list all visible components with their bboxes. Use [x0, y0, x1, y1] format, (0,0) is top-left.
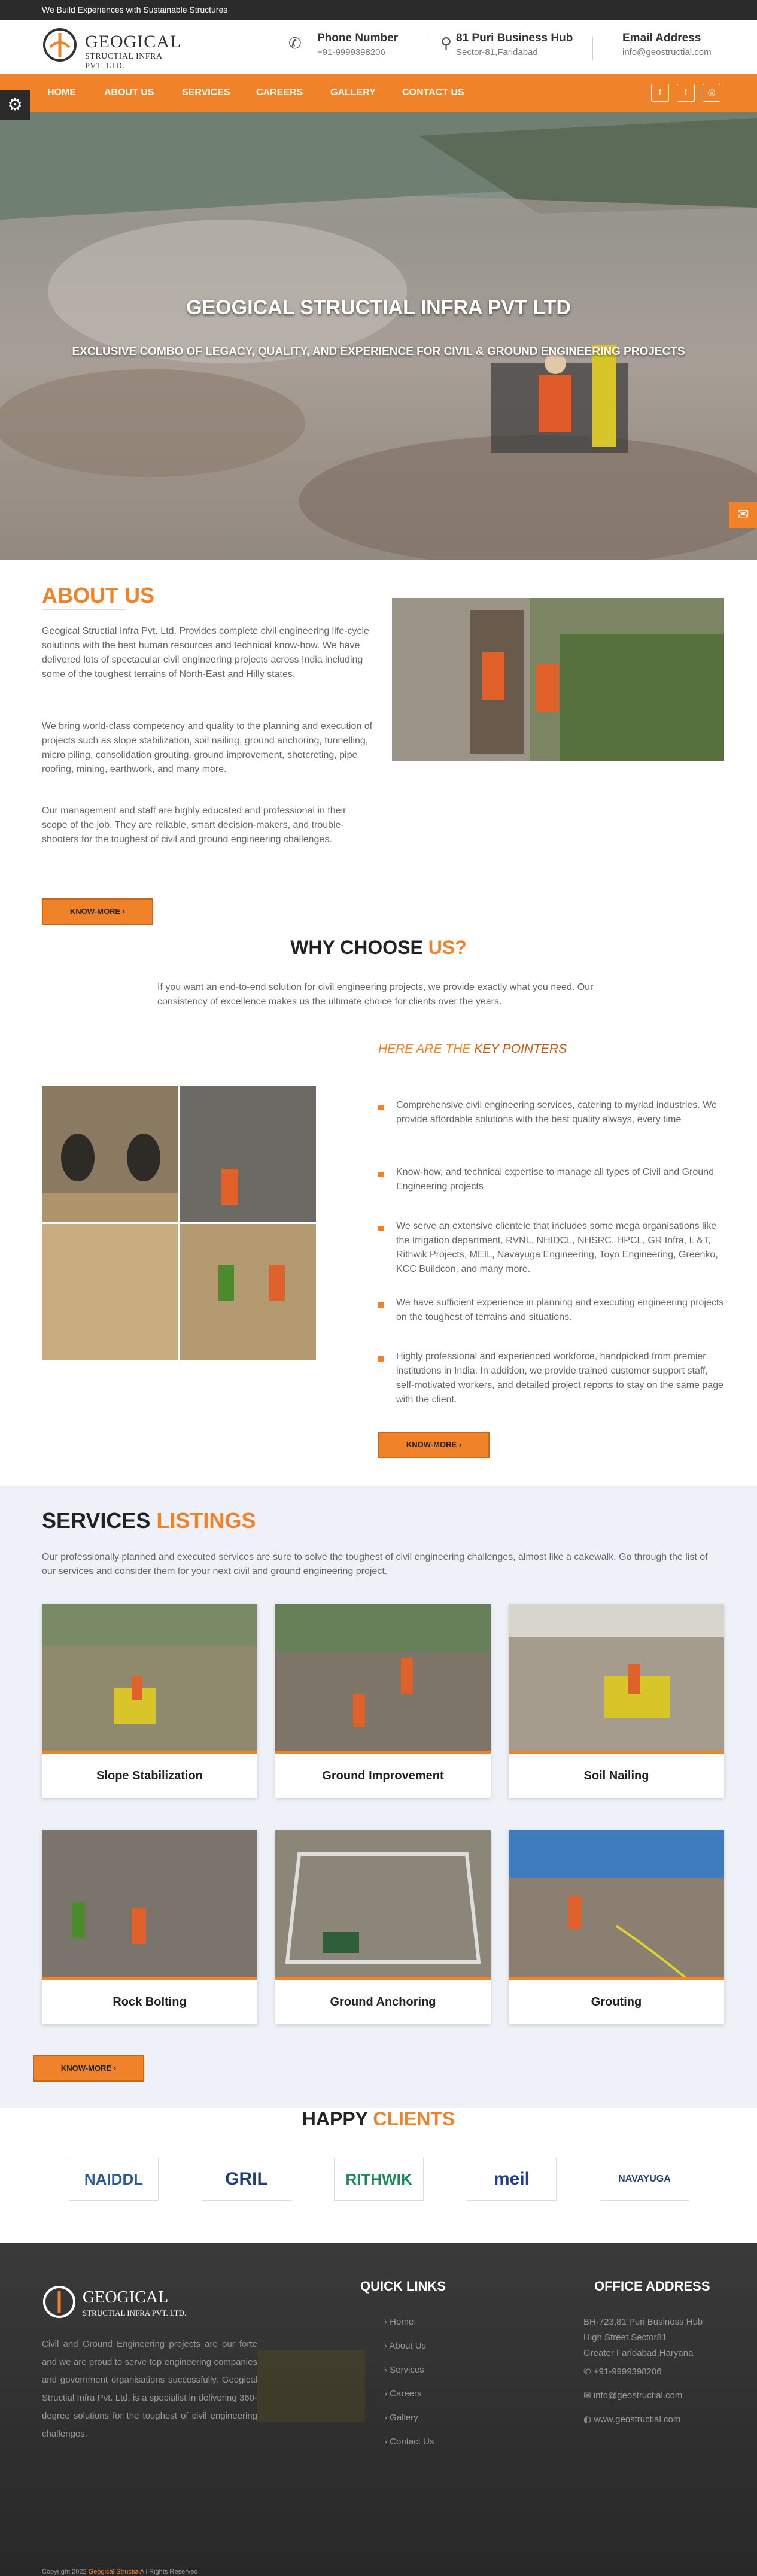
hero-image: [0, 112, 757, 560]
office-address-title: OFFICE ADDRESS: [594, 2279, 710, 2294]
client-logo-gril: GRIL: [202, 2158, 291, 2201]
footer-link-home[interactable]: › Home: [384, 2317, 414, 2327]
why-collage: [42, 1086, 316, 1360]
service-label: Soil Nailing: [583, 1769, 649, 1782]
why-title-a: WHY CHOOSE: [290, 937, 428, 958]
office-line-2: High Street,Sector81: [583, 2332, 667, 2343]
phone-value[interactable]: +91-9999398206: [317, 47, 385, 57]
footer-link-contact[interactable]: › Contact Us: [384, 2437, 434, 2447]
clients-title: [0, 2108, 757, 2130]
service-image: [42, 1830, 257, 1980]
about-paragraph-2: We bring world-class competency and quality to the planning and execution of projects such as slope stabilization, soil nailing, ground anchoring, tunnelling, micro piling, consolidation grouting, ground improvement, shotcreting, pipe roofing, mining, earthwork, and many more.: [42, 721, 373, 774]
key-pointers-b: KEY POINTERS: [474, 1042, 567, 1056]
bullet-icon: [378, 1105, 384, 1110]
key-pointers-heading: [378, 1042, 567, 1056]
pointer-4: We have sufficient experience in planning and executing engineering projects on the toughest of terrains and situations.: [396, 1298, 724, 1322]
pointer-1: Comprehensive civil engineering services, catering to myriad industries. We provide affordable solutions with the best quality always, every time: [396, 1100, 717, 1125]
email-title: Email Address: [622, 32, 701, 44]
footer-logo-title: GEOGICAL: [83, 2288, 169, 2307]
footer-link-services[interactable]: › Services: [384, 2365, 424, 2375]
about-title: ABOUT US: [42, 583, 154, 607]
logo-title: GEOGICAL: [85, 32, 182, 51]
copyright-link[interactable]: Geogical Structial: [88, 2568, 140, 2575]
facebook-icon[interactable]: f: [651, 84, 669, 102]
nav-careers[interactable]: CAREERS: [256, 87, 303, 98]
service-card[interactable]: [509, 1604, 724, 1798]
copyright: Copyright 2022 Geogical StructialAll Rights Reserved: [42, 2568, 198, 2575]
service-image: [275, 1604, 491, 1754]
about-paragraph-1: Geogical Structial Infra Pvt. Ltd. Provides complete civil engineering life-cycle solutions with the best human resources and technical know-how. We have delivered lots of spectacular civil engineering projects across India including some of the toughest terrains of North-East and Hilly states.: [42, 626, 369, 679]
nav-about-us[interactable]: ABOUT US: [104, 87, 154, 98]
service-label: Slope Stabilization: [96, 1769, 203, 1782]
pointer-2: Know-how, and technical expertise to manage all types of Civil and Ground Engineering projects: [396, 1167, 714, 1192]
key-pointers-a: HERE ARE THE: [378, 1042, 475, 1056]
service-image: [275, 1830, 491, 1980]
globe-icon: ◍: [583, 2414, 592, 2425]
services-title-a: SERVICES: [42, 1508, 157, 1533]
service-card[interactable]: [275, 1604, 491, 1798]
hero-subtitle: EXCLUSIVE COMBO OF LEGACY, QUALITY, AND EXPERIENCE FOR CIVIL & GROUND ENGINEERING PROJECTS: [72, 345, 685, 358]
nav-home[interactable]: HOME: [47, 87, 76, 98]
footer-link-gallery[interactable]: › Gallery: [384, 2413, 418, 2423]
footer-logo-icon: [42, 2285, 77, 2319]
email-info: [622, 32, 712, 57]
drilling-photo: [392, 598, 724, 761]
divider: [592, 37, 593, 60]
logo-subtitle: STRUCTIAL INFRA PVT. LTD.: [85, 52, 162, 71]
footer-logo-subtitle: STRUCTIAL INFRA PVT. LTD.: [83, 2308, 187, 2317]
service-label: Ground Improvement: [322, 1769, 444, 1782]
service-card[interactable]: [275, 1830, 491, 2024]
bullet-icon: [378, 1172, 384, 1177]
mail-icon[interactable]: ✉: [729, 502, 757, 528]
bullet-icon: [378, 1356, 384, 1362]
service-label: Ground Anchoring: [330, 1995, 436, 2009]
phone-icon: ✆: [288, 34, 302, 52]
footer-email[interactable]: ✉ info@geostructial.com: [583, 2390, 683, 2401]
hero-banner: [0, 112, 757, 560]
service-image: [42, 1604, 257, 1754]
title-underline: [42, 609, 126, 610]
footer-logo[interactable]: [42, 2285, 191, 2323]
service-image: [509, 1830, 724, 1980]
why-title: [0, 937, 757, 959]
hero-title: GEOGICAL STRUCTIAL INFRA PVT LTD: [186, 296, 571, 319]
header: [0, 20, 757, 74]
about-image: [392, 598, 724, 761]
footer-website[interactable]: ◍ www.geostructial.com: [583, 2414, 681, 2425]
service-card[interactable]: [42, 1604, 257, 1798]
address-info: [456, 32, 573, 57]
clients-title-b: CLIENTS: [373, 2108, 455, 2130]
services-intro: Our professionally planned and executed services are sure to solve the toughest of civil engineering challenges, almost like a cakewalk. Go through the list of our services and consider them for your next civil and ground engineering project.: [42, 1552, 708, 1576]
address-title: 81 Puri Business Hub: [456, 32, 573, 44]
client-logo-meil: meil: [467, 2158, 557, 2201]
nav-gallery[interactable]: GALLERY: [330, 87, 376, 98]
why-know-more-button[interactable]: KNOW-MORE ›: [378, 1432, 490, 1458]
footer-phone[interactable]: ✆ +91-9999398206: [583, 2367, 662, 2377]
nav-contact-us[interactable]: CONTACT US: [402, 87, 464, 98]
main-nav: [0, 74, 757, 112]
phone-icon: ✆: [583, 2367, 591, 2377]
top-bar: [0, 0, 757, 20]
settings-gear-icon[interactable]: ⚙: [0, 90, 30, 120]
pointer-5: Highly professional and experienced workforce, handpicked from premier institutions in India. In addition, we provide trained customer support staff, self-motivated workers, and detailed project reports to stay on the same page with the client.: [396, 1351, 723, 1405]
services-title: [42, 1508, 256, 1533]
about-paragraph-3: Our management and staff are highly educated and professional in their scope of the job. They are reliable, smart decision-makers, and trouble-shooters for the toughest of civil and ground engineering challenges.: [42, 806, 346, 845]
logo[interactable]: [42, 27, 182, 71]
about-know-more-button[interactable]: KNOW-MORE ›: [42, 898, 153, 925]
services-know-more-button[interactable]: KNOW-MORE ›: [33, 2055, 144, 2082]
mail-icon: ✉: [583, 2390, 591, 2401]
address-value: Sector-81,Faridabad: [456, 47, 538, 57]
footer-link-about[interactable]: › About Us: [384, 2341, 427, 2351]
pointer-3: We serve an extensive clientele that includes some mega organisations like the Irrigation department, RVNL, NHIDCL, NHSRC, HPCL, GR Infra, L &T, Rithwik Projects, MEIL, Navayuga Engineering, Toyo Engineering, Greenko, KCC Buildcon, and many more.: [396, 1221, 718, 1274]
tagline: We Build Experiences with Sustainable Structures: [42, 5, 228, 14]
why-title-b: US?: [428, 937, 467, 958]
email-value[interactable]: info@geostructial.com: [622, 47, 712, 57]
service-label: Grouting: [591, 1995, 642, 2009]
client-logo-naiddl: NAIDDL: [69, 2158, 159, 2201]
logo-icon: [42, 27, 78, 63]
bullet-icon: [378, 1226, 384, 1231]
location-icon: ⚲: [440, 34, 452, 52]
service-card[interactable]: [509, 1830, 724, 2024]
footer: [0, 2243, 757, 2576]
instagram-icon[interactable]: ◎: [703, 84, 720, 102]
services-title-b: LISTINGS: [156, 1508, 256, 1533]
phone-title: Phone Number: [317, 32, 399, 44]
office-line-1: BH-723,81 Puri Business Hub: [583, 2317, 703, 2327]
footer-about: Civil and Ground Engineering projects are our forte and we are proud to serve top engineering companies and government organisations successfully. Geogical Structial Infra Pvt. Ltd. is a specialist in delivering 360-degree solutions for the toughest of civil engineering challenges.: [42, 2339, 257, 2439]
quick-links-title: QUICK LINKS: [360, 2279, 446, 2294]
why-intro: If you want an end-to-end solution for civil engineering projects, we provide exactly what you need. Our consistency of excellence makes us the ultimate choice for clients over the years.: [157, 982, 594, 1007]
nav-services[interactable]: SERVICES: [182, 87, 230, 98]
bullet-icon: [378, 1302, 384, 1308]
client-logo-navayuga: NAVAYUGA: [600, 2158, 689, 2201]
twitter-icon[interactable]: t: [677, 84, 695, 102]
footer-link-careers[interactable]: › Careers: [384, 2389, 422, 2399]
client-logo-rithwik: RITHWIK: [334, 2158, 424, 2201]
phone-info: [317, 32, 398, 57]
service-card[interactable]: [42, 1830, 257, 2024]
service-label: Rock Bolting: [113, 1995, 187, 2009]
service-image: [509, 1604, 724, 1754]
clients-title-a: HAPPY: [302, 2108, 373, 2130]
office-line-3: Greater Faridabad,Haryana: [583, 2348, 694, 2358]
collage-photos: [42, 1086, 316, 1360]
